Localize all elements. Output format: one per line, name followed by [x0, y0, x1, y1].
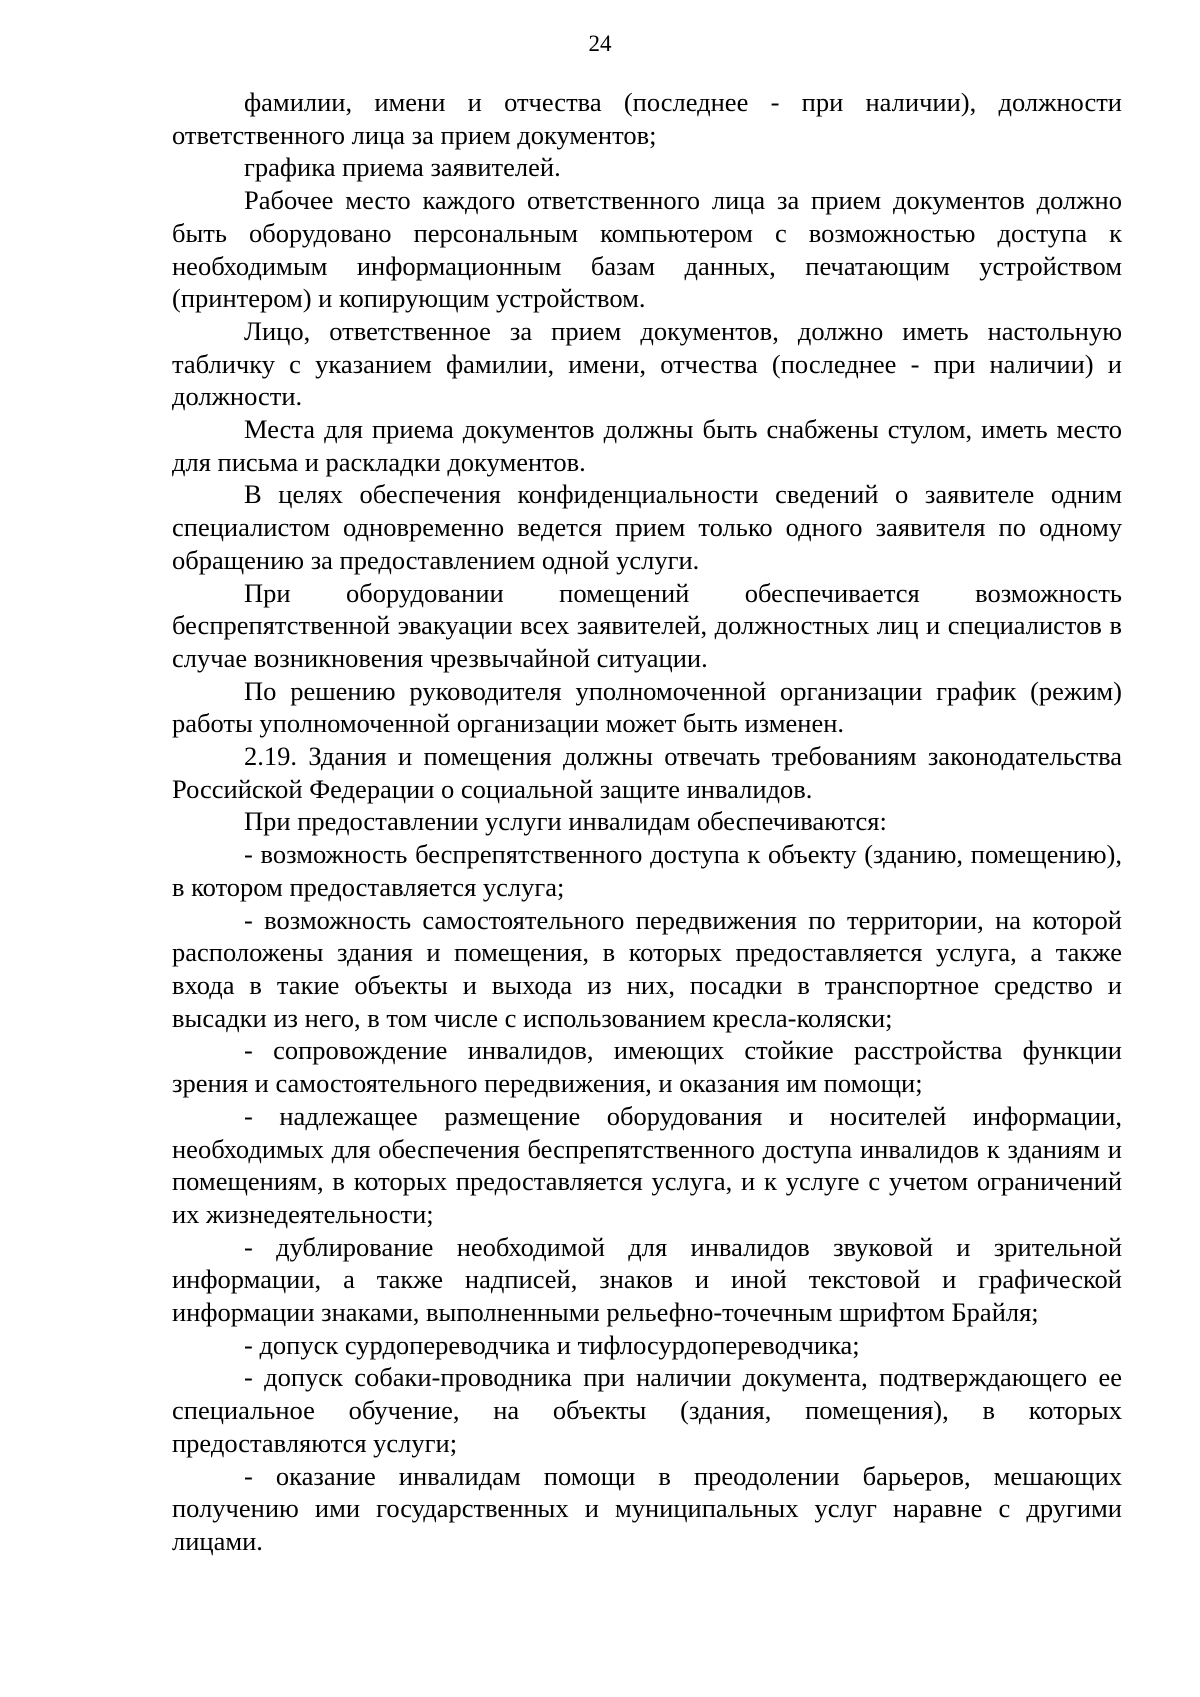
paragraph-confidentiality: В целях обеспечения конфиденциальности сведений о заявителе одним специалистом одновременно ведется прием только одного заявителя по одному обращению за предоставлением одной услуги. — [172, 479, 1122, 575]
list-item-braille-duplication: - дублирование необходимой для инвалидов звуковой и зрительной информации, а также надписей, знаков и иной текстовой и графической информации знаками, выполненными рельефно-точечным шрифтом Брайля; — [172, 1231, 1122, 1328]
paragraph-disabled-provisions-intro: При предоставлении услуги инвалидам обеспечиваются: — [244, 806, 887, 837]
paragraph-contact-details: фамилии, имени и отчества (последнее - при наличии), должности ответственного лица за прием документов; — [172, 87, 1122, 150]
document-body — [172, 86, 1122, 1558]
paragraph-reception-places: Места для приема документов должны быть снабжены стулом, иметь место для письма и раскладки документов. — [172, 414, 1122, 477]
list-item-guide-dog: - допуск собаки-проводника при наличии документа, подтверждающего ее специальное обучение, на объекты (здания, помещения), в которых предоставляются услуги; — [172, 1362, 1122, 1458]
list-item-sign-interpreter: - допуск сурдопереводчика и тифлосурдопереводчика; — [244, 1329, 860, 1360]
paragraph-evacuation: При оборудовании помещений обеспечивается возможность беспрепятственной эвакуации всех заявителей, должностных лиц и специалистов в случае возникновения чрезвычайной ситуации. — [172, 577, 1122, 673]
list-item-equipment-placement: - надлежащее размещение оборудования и носителей информации, необходимых для обеспечения беспрепятственного доступа инвалидов к зданиям и помещениям, в которых предоставляется услуга, и к услуге с учетом ограничений их жизнедеятельности; — [172, 1100, 1122, 1229]
paragraph-name-plate: Лицо, ответственное за прием документов, должно иметь настольную табличку с указанием фамилии, имени, отчества (последнее - при наличии) и должности. — [172, 315, 1122, 412]
list-item-access: - возможность беспрепятственного доступа к объекту (зданию, помещению), в котором предоставляется услуга; — [172, 839, 1122, 902]
paragraph-reception-schedule: графика приема заявителей. — [244, 152, 561, 183]
paragraph-schedule-change: По решению руководителя уполномоченной организации график (режим) работы уполномоченной организации может быть изменен. — [172, 675, 1122, 739]
list-item-movement: - возможность самостоятельного передвижения по территории, на которой расположены здания и помещения, в которых предоставляется услуга, а также входа в такие объекты и выхода из них, посадки в транспортное средство и высадки из него, в том числе с использованием кресла-коляски; — [172, 904, 1122, 1033]
list-item-barrier-assistance: - оказание инвалидам помощи в преодолении барьеров, мешающих получению ими государственных и муниципальных услуг наравне с другими лицами. — [172, 1460, 1122, 1556]
page-number: 24 — [588, 31, 612, 56]
paragraph-workplace-equipment: Рабочее место каждого ответственного лица за прием документов должно быть оборудовано персональным компьютером с возможностью доступа к необходимым информационным базам данных, печатающим устройством (принтером) и копирующим устройством. — [172, 185, 1122, 314]
paragraph-section-2-19: 2.19. Здания и помещения должны отвечать требованиям законодательства Российской Федерации о социальной защите инвалидов. — [172, 741, 1122, 804]
list-item-escort: - сопровождение инвалидов, имеющих стойкие расстройства функции зрения и самостоятельного передвижения, и оказания им помощи; — [172, 1035, 1122, 1099]
